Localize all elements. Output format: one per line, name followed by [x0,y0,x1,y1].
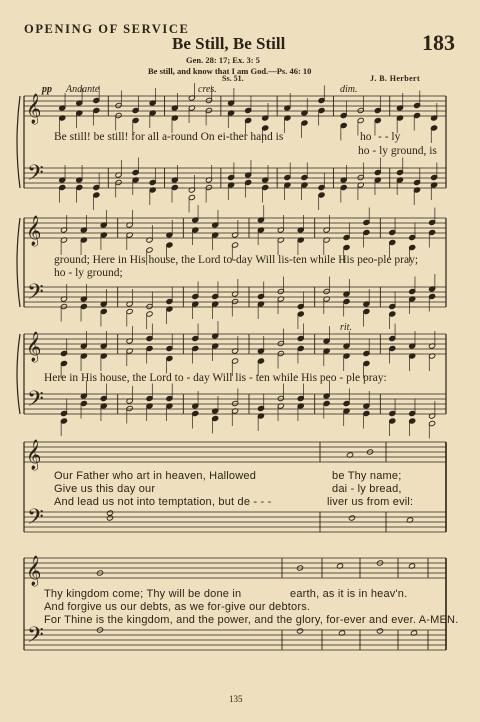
chant-verse-5: And forgive us our debts, as we for-give our debtors. [44,601,311,613]
treble-clef: 𝄞 [26,332,42,362]
bass-clef: 𝄢 [27,161,44,191]
lyrics-system-1-alt: ho - ly ground, is [358,145,437,157]
treble-clef: 𝄞 [26,94,42,124]
treble-clef: 𝄞 [26,556,42,586]
chant-verse-4a: Thy kingdom come; Thy will be done in [44,588,242,600]
chant-verse-6: For Thine is the kingdom, and the power, and the glory, for-ever and ever. A-MEN. [44,614,459,626]
tempo-marking: Andante [66,84,100,95]
composer-credit: J. B. Herbert [370,74,421,83]
bass-clef: 𝄢 [27,505,44,535]
lyrics-system-2: ground; Here in His house, the Lord to-day Will lis-ten while His peo-ple pray; [54,254,419,266]
chant-verse-1a: Our Father who art in heaven, Hallowed [54,470,257,482]
section-heading: OPENING OF SERVICE [24,22,190,36]
note-head [348,515,355,521]
lyrics-system-2-alt: ho - ly ground; [54,267,123,279]
lyrics-system-1-ly: - - ly [378,131,401,143]
note-head [106,515,113,521]
hymn-number: 183 [422,30,455,55]
page-number: 135 [229,694,243,704]
bass-clef: 𝄢 [27,623,44,653]
chant-verse-3b: liver us from evil: [327,496,414,508]
chant-verse-4b: earth, as it is in heav'n. [290,588,408,600]
chant-verse-1b: be Thy name; [332,470,402,482]
lyrics-system-1-ho: ho [360,131,372,143]
chant-verse-2b: dai - ly bread, [332,483,402,495]
bass-clef: 𝄢 [27,387,44,417]
dynamic-pp: pp [42,84,52,95]
hymn-title: Be Still, Be Still [172,34,286,53]
dynamic-cres: cres. [198,84,217,95]
note-head [296,628,303,634]
lyrics-system-1: Be still! be still! for all a-round On ei-ther hand is [54,131,284,143]
chant-verse-3a: And lead us not into temptation, but de - - - [54,496,272,508]
lyrics-system-3: Here in His house, the Lord to - day Will lis - ten while His peo - ple pray: [44,372,387,384]
treble-clef: 𝄞 [26,440,42,470]
dynamic-rit: rit. [340,322,352,333]
system-brace [17,334,20,414]
note-head [376,628,383,634]
system-brace [17,96,20,188]
bass-clef: 𝄢 [27,280,44,310]
chant-verse-2a: Give us this day our [54,483,156,495]
dynamic-dim: dim. [340,84,358,95]
note-head [106,510,113,516]
treble-clef: 𝄞 [26,216,42,246]
selection-number: Ss. 51. [222,74,244,83]
system-brace [17,218,20,307]
scripture-quote: Be still, and know that I am God.—Ps. 46: 10 [148,66,312,76]
scripture-references: Gen. 28: 17; Ex. 3: 5 [186,55,260,65]
